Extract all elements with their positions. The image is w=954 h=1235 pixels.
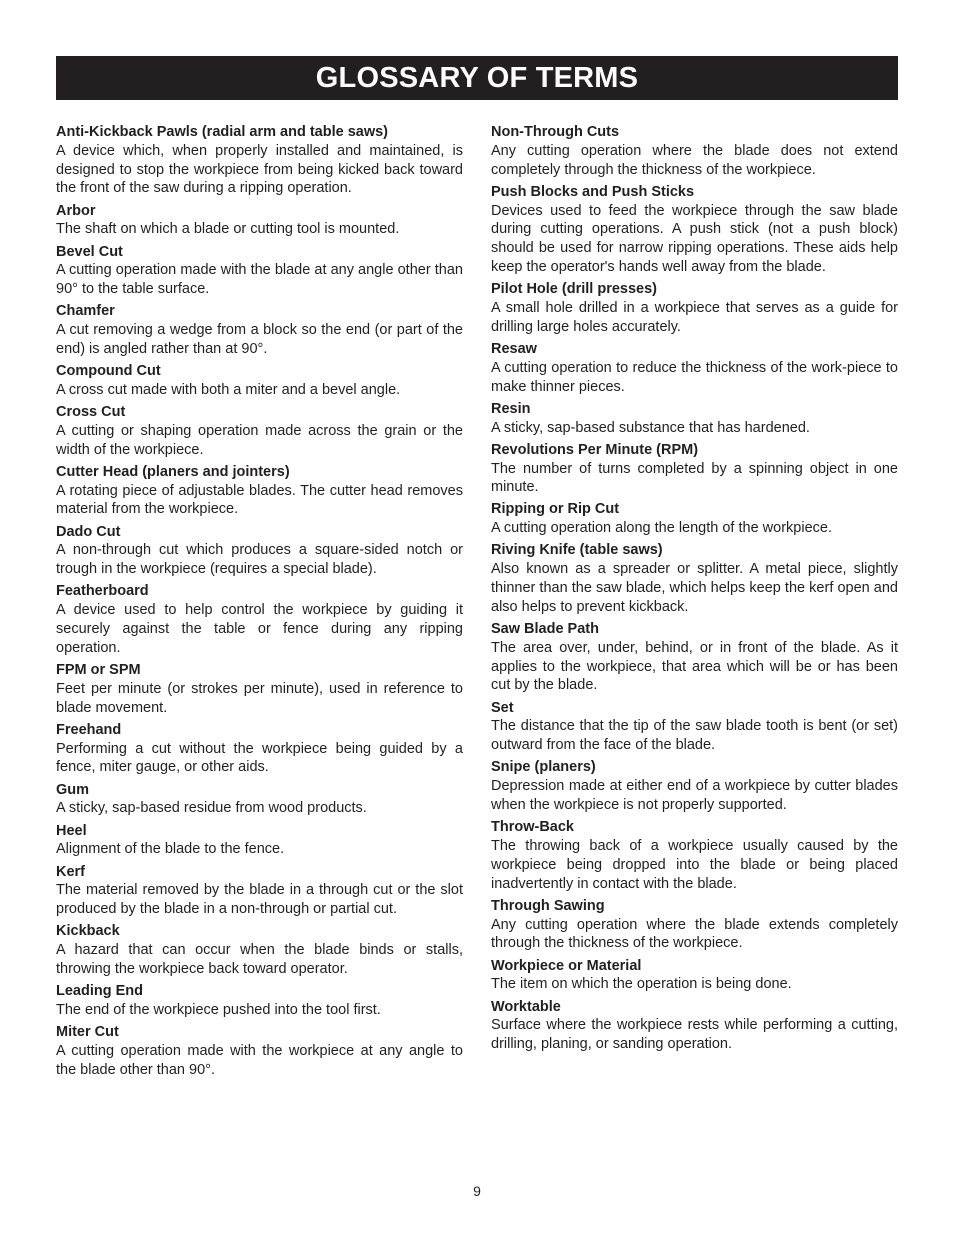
glossary-entry — [56, 863, 463, 919]
glossary-definition: A cutting operation made with the blade at any angle other than 90° to the table surface. — [56, 262, 463, 298]
glossary-definition: The item on which the operation is being done. — [491, 976, 792, 993]
glossary-definition: Feet per minute (or strokes per minute), used in reference to blade movement. — [56, 680, 463, 716]
glossary-term: Snipe (planers) — [491, 759, 596, 776]
glossary-term: Cutter Head (planers and jointers) — [56, 463, 290, 480]
glossary-entry — [56, 1023, 463, 1079]
glossary-entry — [491, 541, 898, 616]
glossary-definition: A cut removing a wedge from a block so the end (or part of the end) is angled rather than at 90°. — [56, 322, 463, 357]
glossary-definition: The area over, under, behind, or in front of the blade. As it applies to the workpiece, that area which will be or has been cut by the blade. — [491, 639, 898, 694]
glossary-term: Throw-Back — [491, 819, 574, 836]
glossary-term: Set — [491, 699, 514, 716]
glossary-term: Saw Blade Path — [491, 621, 599, 638]
glossary-entry — [56, 822, 463, 860]
glossary-entry — [56, 721, 463, 777]
glossary-definition: A cutting operation to reduce the thickness of the work-piece to make thinner pieces. — [491, 359, 898, 395]
glossary-definition: Depression made at either end of a workpiece by cutter blades when the workpiece is not properly supported. — [491, 778, 898, 813]
glossary-entry — [56, 922, 463, 978]
glossary-term: Dado Cut — [56, 523, 121, 540]
glossary-term: Anti-Kickback Pawls (radial arm and table saws) — [56, 124, 389, 140]
glossary-term: Resaw — [491, 340, 537, 357]
glossary-definition: The shaft on which a blade or cutting tool is mounted. — [56, 221, 400, 238]
glossary-definition: Devices used to feed the workpiece through the saw blade during cutting operations. A push stick (not a push block) should be used for narrow ripping operations. These aids help keep the operator's hands well away from the blade. — [491, 202, 898, 275]
glossary-definition: The distance that the tip of the saw blade tooth is bent (or set) outward from the face of the blade. — [491, 718, 898, 754]
glossary-entry — [491, 699, 898, 755]
glossary-entry — [491, 957, 898, 995]
glossary-definition: Performing a cut without the workpiece being guided by a fence, miter gauge, or other aids. — [56, 740, 463, 776]
glossary-term: Ripping or Rip Cut — [491, 501, 620, 518]
glossary-definition: Any cutting operation where the blade extends completely through the thickness of the workpiece. — [491, 916, 898, 952]
page-title: GLOSSARY OF TERMS — [315, 61, 639, 94]
glossary-term: Riving Knife (table saws) — [491, 542, 663, 559]
glossary-definition: Any cutting operation where the blade does not extend completely through the thickness of the workpiece. — [491, 142, 898, 178]
glossary-entry — [491, 500, 898, 538]
glossary-definition: A hazard that can occur when the blade binds or stalls, throwing the workpiece back toward operator. — [56, 942, 463, 977]
glossary-term: Pilot Hole (drill presses) — [491, 281, 657, 298]
glossary-term: Revolutions Per Minute (RPM) — [491, 441, 699, 458]
glossary-definition: A cutting operation made with the workpiece at any angle to the blade other than 90°. — [56, 1042, 463, 1078]
glossary-entry — [491, 620, 898, 695]
glossary-definition: The end of the workpiece pushed into the tool first. — [56, 1001, 381, 1018]
glossary-term: Arbor — [56, 202, 96, 219]
glossary-term: Featherboard — [56, 583, 149, 600]
glossary-term: Heel — [56, 822, 87, 839]
glossary-entry — [56, 661, 463, 717]
glossary-entry — [56, 982, 463, 1020]
glossary-term: Non-Through Cuts — [491, 124, 620, 140]
glossary-term: Freehand — [56, 721, 122, 738]
glossary-entry — [56, 781, 463, 819]
glossary-entry — [56, 463, 463, 519]
glossary-term: Leading End — [56, 983, 143, 1000]
glossary-term: Worktable — [491, 998, 561, 1015]
glossary-entry — [56, 362, 463, 400]
glossary-entry — [491, 758, 898, 814]
glossary-entry — [491, 340, 898, 396]
glossary-term: Through Sawing — [491, 897, 605, 914]
page-header — [56, 56, 898, 100]
glossary-term: FPM or SPM — [56, 662, 141, 679]
glossary-term: Push Blocks and Push Sticks — [491, 183, 695, 200]
glossary-entry — [491, 441, 898, 497]
glossary-definition: A device which, when properly installed and maintained, is designed to stop the workpiece from being kicked back toward the front of the saw during a ripping operation. — [56, 142, 463, 197]
glossary-term: Kickback — [56, 923, 120, 940]
glossary-definition: A small hole drilled in a workpiece that serves as a guide for drilling large holes accurately. — [491, 299, 898, 335]
glossary-entry — [56, 243, 463, 299]
glossary-term: Chamfer — [56, 303, 115, 320]
glossary-definition: A sticky, sap-based substance that has hardened. — [491, 419, 810, 436]
glossary-entry — [491, 400, 898, 438]
page-number: 9 — [473, 1183, 481, 1199]
glossary-definition: A cutting or shaping operation made across the grain or the width of the workpiece. — [56, 422, 463, 458]
glossary-entry — [56, 403, 463, 459]
glossary-definition: A device used to help control the workpiece by guiding it securely against the table or fence during any ripping operation. — [56, 602, 463, 656]
glossary-entry — [56, 123, 463, 198]
glossary-entry — [491, 183, 898, 277]
glossary-entry — [56, 202, 463, 240]
glossary-term: Kerf — [56, 863, 86, 880]
right-column — [491, 123, 898, 1057]
glossary-term: Workpiece or Material — [491, 957, 642, 974]
glossary-entry — [491, 897, 898, 953]
glossary-term: Resin — [491, 400, 531, 417]
glossary-definition: The throwing back of a workpiece usually caused by the workpiece being dropped into the blade or being placed inadvertently in contact with the blade. — [491, 837, 898, 892]
glossary-definition: Surface where the workpiece rests while performing a cutting, drilling, planing, or sanding operation. — [491, 1017, 898, 1053]
glossary-entry — [56, 523, 463, 579]
glossary-definition: Alignment of the blade to the fence. — [56, 841, 285, 858]
glossary-entry — [56, 582, 463, 657]
glossary-definition: A non-through cut which produces a square-sided notch or trough in the workpiece (requires a special blade). — [56, 542, 463, 578]
glossary-term: Gum — [56, 781, 90, 798]
glossary-definition: The material removed by the blade in a through cut or the slot produced by the blade in a non-through or partial cut. — [56, 882, 463, 918]
glossary-entry — [491, 998, 898, 1054]
glossary-definition: A sticky, sap-based residue from wood products. — [56, 800, 367, 817]
glossary-definition: The number of turns completed by a spinning object in one minute. — [491, 460, 898, 496]
glossary-entry — [491, 818, 898, 893]
glossary-entry — [491, 123, 898, 179]
glossary-term: Bevel Cut — [56, 243, 123, 260]
glossary-definition: A rotating piece of adjustable blades. The cutter head removes material from the workpiece. — [56, 482, 463, 518]
glossary-term: Cross Cut — [56, 404, 126, 421]
glossary-definition: A cutting operation along the length of the workpiece. — [491, 520, 832, 537]
glossary-term: Compound Cut — [56, 363, 161, 380]
glossary-term: Miter Cut — [56, 1024, 119, 1041]
glossary-definition: A cross cut made with both a miter and a bevel angle. — [56, 381, 401, 398]
glossary-entry — [491, 280, 898, 336]
left-column — [56, 123, 463, 1083]
glossary-definition: Also known as a spreader or splitter. A metal piece, slightly thinner than the saw blade, which helps keep the kerf open and also helps to prevent kickback. — [491, 561, 898, 615]
glossary-entry — [56, 302, 463, 358]
